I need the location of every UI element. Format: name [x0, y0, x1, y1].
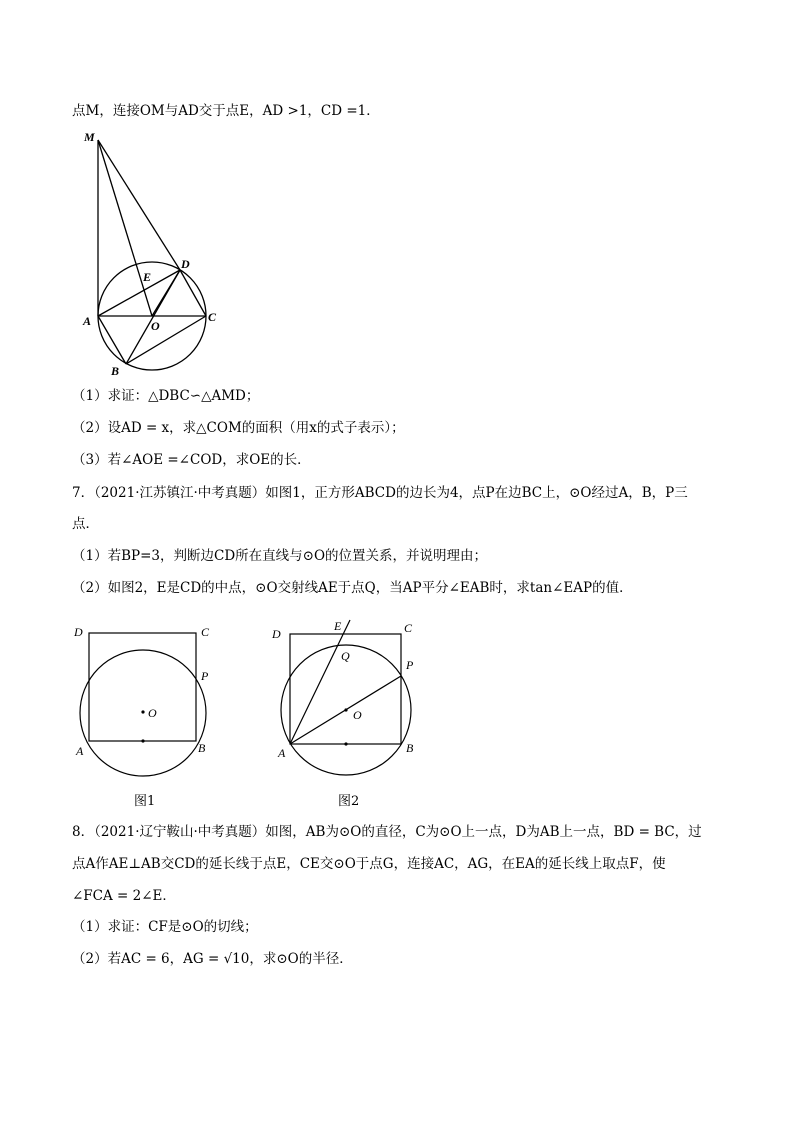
label-d: D	[181, 257, 190, 271]
q6-part2: （2）设AD = x，求△COM的面积（用x的式子表示）；	[72, 420, 405, 436]
q7-line1: 7．（2021·江苏镇江·中考真题）如图1，正方形ABCD的边长为4，点P在边BC上，⊙O经过A，B，P三	[72, 485, 688, 501]
q8-line2: 点A作AE⊥AB交CD的延长线于点E，CE交⊙O于点G，连接AC，AG，在EA的延长线上取点F，使	[72, 856, 666, 872]
fig2-label-q: Q	[341, 649, 350, 663]
label-a: A	[83, 314, 92, 328]
fig1-label-c: C	[201, 625, 210, 639]
fig1-label-d: D	[74, 625, 83, 639]
q8-part2: （2）若AC = 6，AG = √10，求⊙O的半径．	[72, 951, 353, 967]
label-c: C	[208, 310, 217, 324]
label-m: M	[84, 130, 95, 144]
q7-part2: （2）如图2，E是CD的中点，⊙O交射线AE于点Q，当AP平分∠EAB时，求tan∠EAP的值．	[72, 580, 633, 596]
q6-figure	[78, 126, 238, 376]
label-o: O	[151, 319, 160, 333]
q6-intro-line: 点M，连接OM与AD交于点E，AD >1，CD =1．	[72, 103, 380, 119]
q6-part1: （1）求证：△DBC∽△AMD；	[72, 388, 260, 404]
fig1-caption: 图1	[134, 794, 156, 809]
q7-line2: 点．	[72, 516, 99, 532]
fig2-label-p: P	[406, 658, 414, 672]
fig2-label-a: A	[278, 746, 286, 760]
q6-part3: （3）若∠AOE =∠COD，求OE的长．	[72, 452, 311, 468]
q7-figure2	[268, 615, 428, 765]
fig1-label-o: O	[148, 706, 157, 720]
fig2-caption: 图2	[338, 794, 360, 809]
fig1-label-b: B	[198, 741, 206, 755]
label-e: E	[143, 270, 152, 284]
fig2-label-d: D	[272, 627, 281, 641]
q8-part1: （1）求证：CF是⊙O的切线；	[72, 919, 258, 935]
q8-line1: 8．（2021·辽宁鞍山·中考真题）如图，AB为⊙O的直径，C为⊙O上一点，D为AB上一点，BD = BC，过	[72, 824, 702, 840]
fig2-label-b: B	[406, 741, 414, 755]
fig1-label-p: P	[201, 669, 209, 683]
fig1-label-a: A	[76, 744, 84, 758]
fig2-label-e: E	[334, 619, 342, 633]
q7-figure1	[72, 620, 222, 770]
label-b: B	[111, 364, 120, 378]
q8-line3: ∠FCA = 2∠E．	[72, 888, 176, 904]
q7-part1: （1）若BP=3，判断边CD所在直线与⊙O的位置关系，并说明理由；	[72, 548, 488, 564]
fig2-label-c: C	[404, 621, 413, 635]
fig2-label-o: O	[353, 708, 362, 722]
